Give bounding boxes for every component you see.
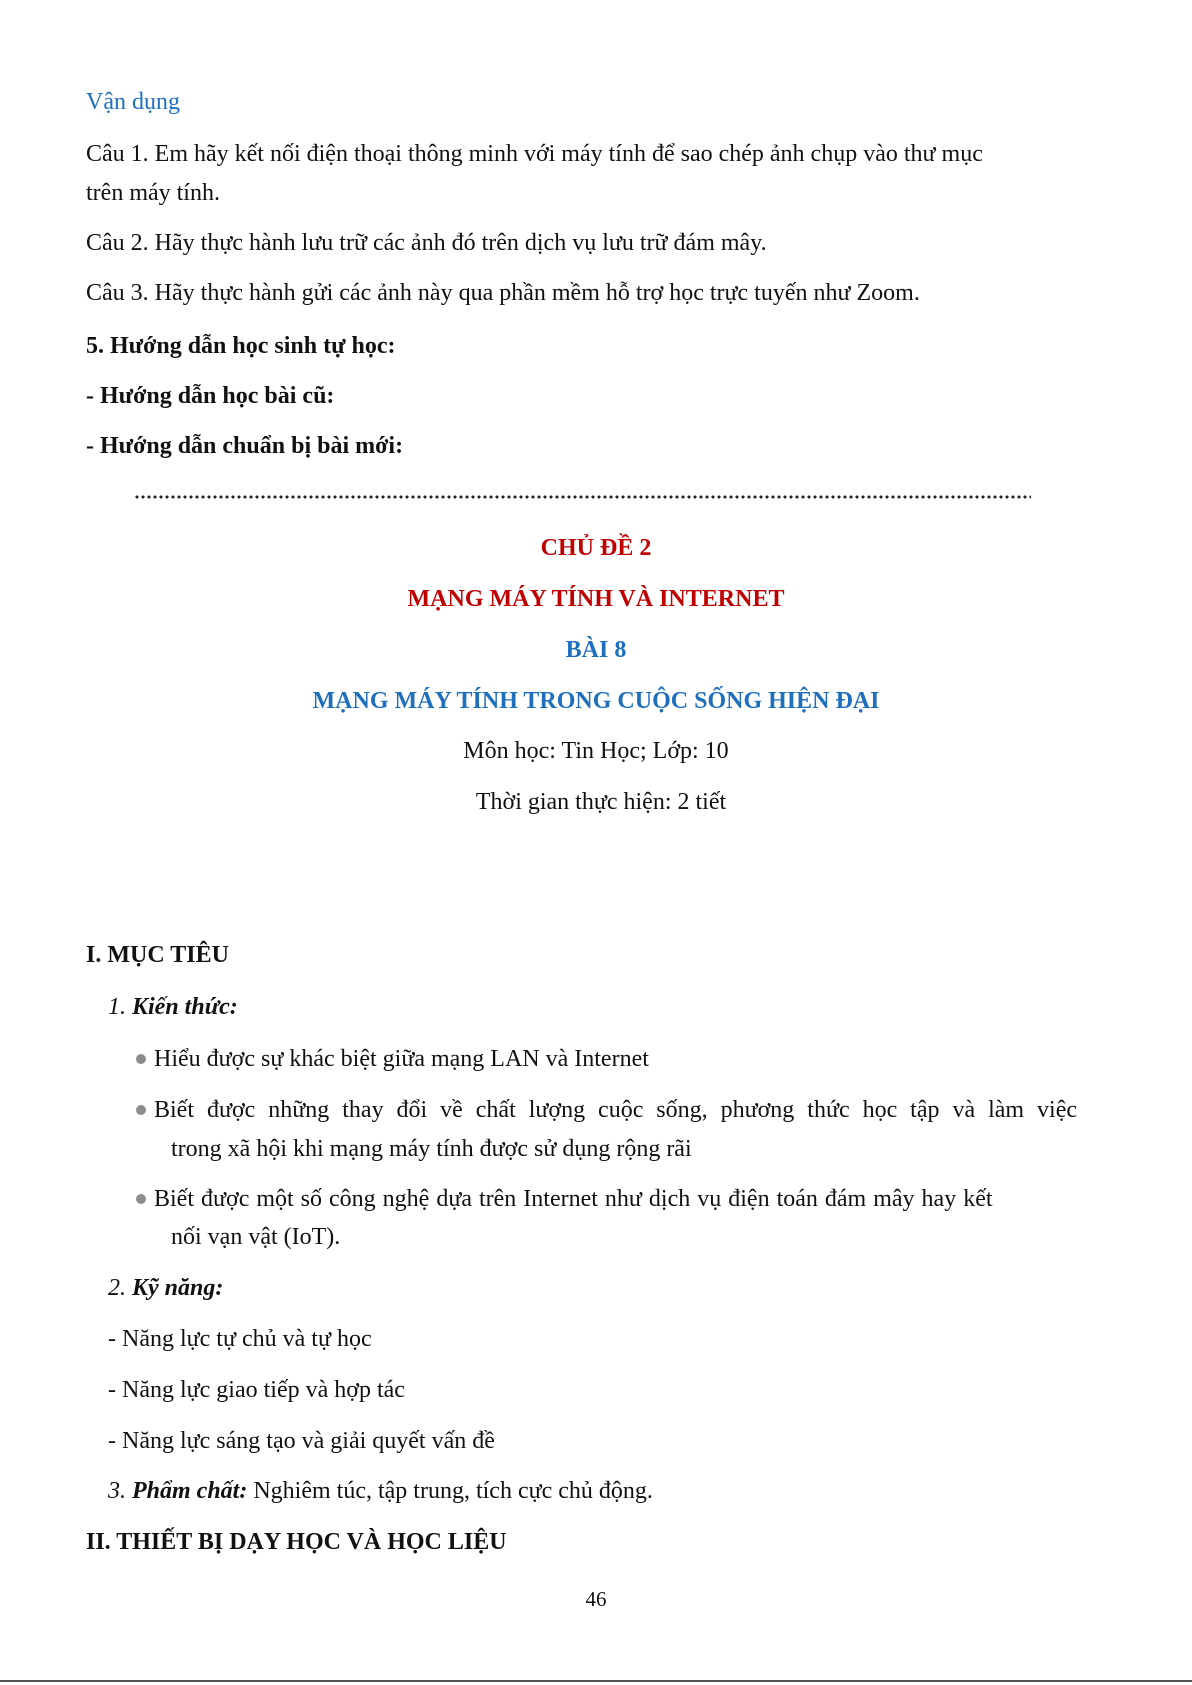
knowledge-bullet-1 (136, 1044, 649, 1074)
qualities-number: 3. (108, 1478, 126, 1504)
knowledge-bullet-2-line-2: trong xã hội khi mạng máy tính được sử dụng rộng rãi (171, 1136, 692, 1162)
skills-number: 2. (108, 1275, 126, 1301)
qualities-text: Nghiêm túc, tập trung, tích cực chủ động. (247, 1478, 653, 1504)
bullet-icon (136, 1194, 146, 1204)
duration-info: Thời gian thực hiện: 2 tiết (475, 789, 727, 815)
old-lesson-guide: - Hướng dẫn học bài cũ: (86, 383, 335, 409)
lesson-title: MẠNG MÁY TÍNH TRONG CUỘC SỐNG HIỆN ĐẠI (312, 688, 880, 714)
dotted-separator (134, 494, 1031, 500)
skill-3: - Năng lực sáng tạo và giải quyết vấn đề (108, 1428, 495, 1454)
qualities-line (108, 1476, 653, 1506)
knowledge-number: 1. (108, 994, 126, 1020)
lesson-label: BÀI 8 (565, 637, 627, 663)
topic-label: CHỦ ĐỀ 2 (540, 535, 652, 561)
knowledge-bullet-1-text: Hiểu được sự khác biệt giữa mạng LAN và Internet (154, 1046, 649, 1072)
section-1-heading: I. MỤC TIÊU (86, 942, 229, 968)
skills-label: Kỹ năng: (132, 1275, 224, 1301)
skills-subheading (108, 1273, 223, 1303)
knowledge-bullet-2-text: Biết được những thay đổi về chất lượng cuộc sống, phương thức học tập và làm việc (154, 1097, 1077, 1123)
bullet-icon (136, 1105, 146, 1115)
bottom-border (0, 1680, 1192, 1682)
subject-info: Môn học: Tin Học; Lớp: 10 (463, 738, 729, 764)
section-2-heading: II. THIẾT BỊ DẠY HỌC VÀ HỌC LIỆU (86, 1529, 507, 1555)
skill-2: - Năng lực giao tiếp và hợp tác (108, 1377, 405, 1403)
skill-1: - Năng lực tự chủ và tự học (108, 1326, 372, 1352)
knowledge-bullet-2-line-1 (136, 1095, 1077, 1125)
knowledge-subheading (108, 992, 238, 1022)
question-1-line-2: trên máy tính. (86, 180, 220, 206)
new-lesson-guide: - Hướng dẫn chuẩn bị bài mới: (86, 433, 404, 459)
qualities-label: Phẩm chất: (132, 1478, 248, 1504)
knowledge-bullet-3-line-1 (136, 1184, 1077, 1214)
bullet-icon (136, 1054, 146, 1064)
knowledge-label: Kiến thức: (132, 994, 238, 1020)
van-dung-heading: Vận dụng (86, 89, 180, 115)
question-2: Câu 2. Hãy thực hành lưu trữ các ảnh đó trên dịch vụ lưu trữ đám mây. (86, 230, 767, 256)
self-study-heading: 5. Hướng dẫn học sinh tự học: (86, 333, 396, 359)
knowledge-bullet-3-line-2: nối vạn vật (IoT). (171, 1224, 341, 1250)
question-3: Câu 3. Hãy thực hành gửi các ảnh này qua phần mềm hỗ trợ học trực tuyến như Zoom. (86, 280, 920, 306)
knowledge-bullet-3-text: Biết được một số công nghệ dựa trên Internet như dịch vụ điện toán đám mây hay kết (154, 1186, 993, 1212)
question-1-line-1: Câu 1. Em hãy kết nối điện thoại thông minh với máy tính để sao chép ảnh chụp vào thư mục (86, 141, 983, 167)
topic-title: MẠNG MÁY TÍNH VÀ INTERNET (407, 586, 785, 612)
page-number: 46 (585, 1587, 607, 1611)
